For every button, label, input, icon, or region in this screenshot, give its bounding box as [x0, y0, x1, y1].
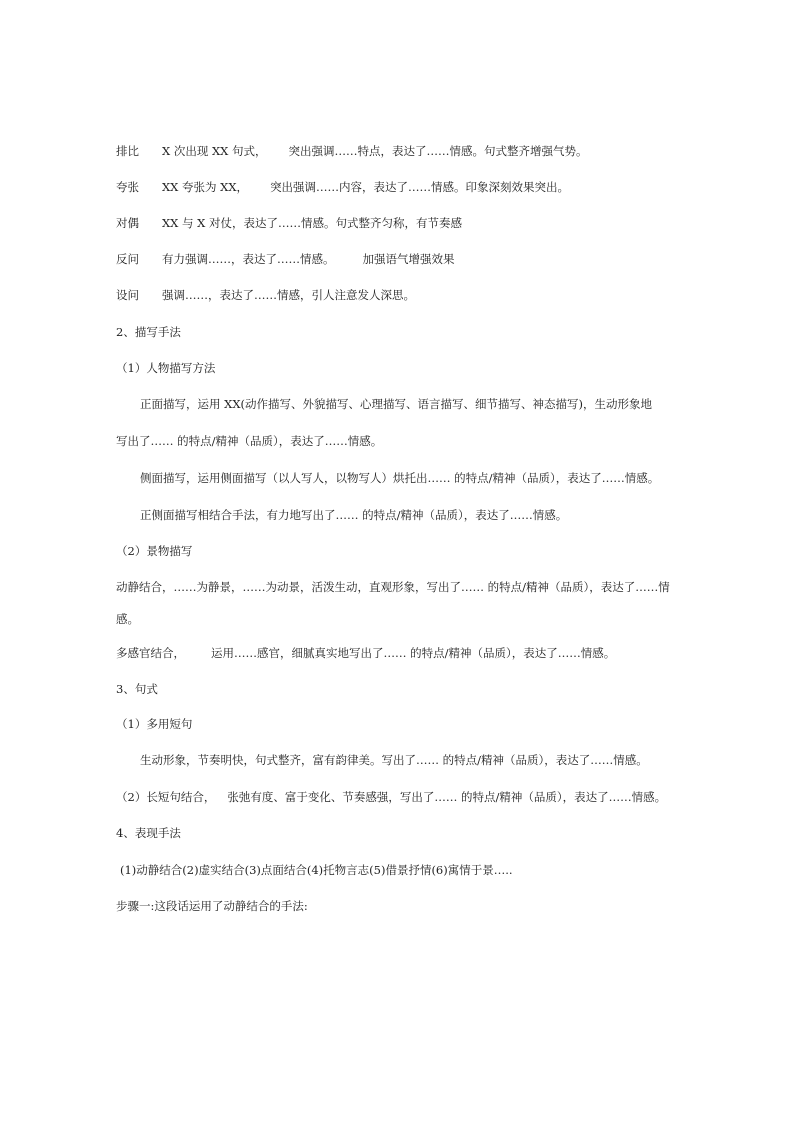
paragraph-indirect-description: 侧面描写，运用侧面描写（以人写人，以物写人）烘托出…… 的特点/精神（品质），表达了……情感。	[140, 471, 660, 485]
rhetoric-row-shewen	[116, 287, 415, 303]
rhetoric-pattern: XX 与 X 对仗，表达了……情感。句式整齐匀称，有节奏感	[162, 216, 463, 230]
rhetoric-pattern: X 次出现 XX 句式，	[162, 144, 267, 158]
section-heading-sentence: 3、句式	[116, 682, 158, 696]
rhetoric-pattern: 有力强调……，表达了……情感。	[162, 252, 335, 266]
rhetoric-pattern: XX 夸张为 XX，	[162, 180, 249, 194]
long-short-term: （2）长短句结合，	[116, 790, 216, 804]
long-short-effect: 张弛有度、富于变化、节奏感强，写出了…… 的特点/精神（品质），表达了……情感。	[227, 790, 667, 804]
section-heading-description: 2、描写手法	[116, 325, 181, 339]
rhetoric-term: 夸张	[116, 180, 139, 194]
rhetoric-effect: 突出强调……内容，表达了……情感。印象深刻效果突出。	[270, 180, 570, 194]
paragraph-direct-description: 正面描写，运用 XX(动作描写、外貌描写、心理描写、语言描写、细节描写、神态描写)，生动形象地	[140, 397, 652, 411]
rhetoric-term: 反问	[116, 252, 139, 266]
multi-sense-term: 多感官结合，	[116, 646, 185, 660]
rhetoric-pattern: 强调……，表达了……情感，引人注意发人深思。	[162, 288, 415, 302]
subheading-scenery: （2）景物描写	[116, 544, 193, 558]
paragraph-combined-description: 正侧面描写相结合手法，有力地写出了…… 的特点/精神（品质），表达了……情感。	[140, 508, 568, 522]
paragraph-short-sentences: 生动形象，节奏明快，句式整齐，富有韵律美。写出了…… 的特点/精神（品质），表达了……情感。	[140, 753, 648, 767]
rhetoric-term: 设问	[116, 288, 139, 302]
subheading-short-sentences: （1）多用短句	[116, 717, 193, 731]
paragraph-motion-stillness-cont: 感。	[116, 612, 139, 626]
rhetoric-term: 对偶	[116, 216, 139, 230]
rhetoric-row-fanwen	[116, 251, 455, 267]
rhetoric-row-paibi	[116, 143, 588, 159]
paragraph-motion-stillness: 动静结合，……为静景，……为动景，活泼生动，直观形象，写出了…… 的特点/精神（品质），表达了……情	[116, 580, 670, 594]
paragraph-long-short-sentences	[116, 789, 666, 805]
rhetoric-effect: 突出强调……特点，表达了……情感。句式整齐增强气势。	[288, 144, 588, 158]
rhetoric-row-duiou	[116, 215, 462, 231]
rhetoric-effect: 加强语气增强效果	[362, 252, 455, 266]
paragraph-multi-sense	[116, 645, 615, 661]
rhetoric-row-kuazhang	[116, 179, 569, 195]
section-heading-techniques: 4、表现手法	[116, 826, 181, 840]
step-one: 步骤一:这段话运用了动静结合的手法:	[116, 899, 308, 913]
subheading-character: （1）人物描写方法	[116, 361, 216, 375]
paragraph-direct-description-cont: 写出了…… 的特点/精神（品质），表达了……情感。	[116, 434, 383, 448]
multi-sense-effect: 运用……感官，细腻真实地写出了…… 的特点/精神（品质），表达了……情感。	[211, 646, 616, 660]
techniques-list: (1)动静结合(2)虚实结合(3)点面结合(4)托物言志(5)借景抒情(6)寓情于景…..	[120, 863, 513, 877]
rhetoric-term: 排比	[116, 144, 139, 158]
